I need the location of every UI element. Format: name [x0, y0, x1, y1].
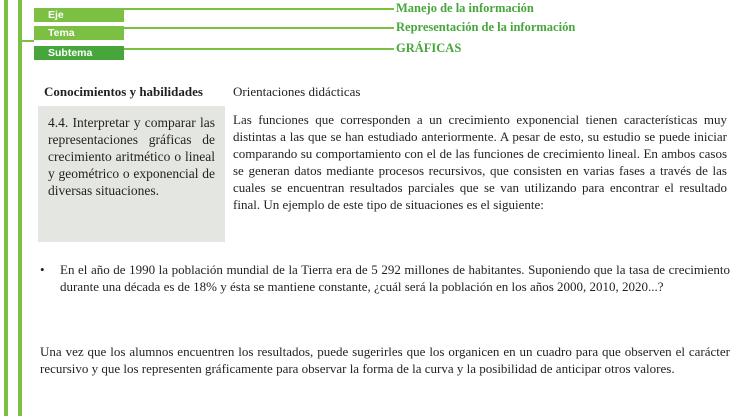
- closing-paragraph: Una vez que los alumnos encuentren los resultados, puede sugerirles que los organicen en un cuadro para que observen el carácter recursivo y que los representen gráficamente para observar la forma de la curva y la posibilidad de anticipar otros valores.: [40, 344, 730, 376]
- frame-line-outer: [4, 0, 8, 416]
- orientation-paragraph: Las funciones que corresponden a un crecimiento exponencial tienen características muy distintas a las que se han estudiado anteriormente. A pesar de esto, su estudio se puede iniciar comparando su comportamiento con el de las funciones de crecimiento lineal. En ambos casos se generan datos mediante procesos recursivos, que consisten en varias fases a través de las cuales se encuentran resultados parciales que se van utilizando para encontrar el resultado final. Un ejemplo de este tipo de situaciones es el siguiente:: [233, 112, 727, 212]
- skill-box: [38, 106, 225, 242]
- eje-rule: [124, 8, 394, 10]
- subtema-rule: [124, 48, 394, 50]
- bullet-symbol: •: [40, 262, 45, 277]
- orientations-heading: Orientaciones didácticas: [233, 84, 361, 99]
- skill-text: 4.4. Interpretar y comparar las representaciones gráficas de crecimiento aritmético o lineal y geométrico o exponencial de diversas situaciones.: [48, 115, 215, 198]
- skills-heading: Conocimientos y habilidades: [44, 84, 203, 99]
- eje-tag: Eje: [34, 8, 124, 22]
- subtema-tag: Subtema: [34, 46, 124, 60]
- subtema-value: GRÁFICAS: [396, 41, 462, 55]
- bullet-item: [40, 261, 730, 295]
- frame-connector: [18, 40, 34, 42]
- tema-value: Representación de la información: [396, 20, 576, 34]
- frame-line-inner: [18, 0, 22, 416]
- tema-rule: [124, 27, 394, 29]
- tema-tag: Tema: [34, 26, 124, 40]
- eje-value: Manejo de la información: [396, 1, 534, 15]
- bullet-text: En el año de 1990 la población mundial de la Tierra era de 5 292 millones de habitantes. Suponiendo que la tasa de crecimiento durante una década es de 18% y ésta se mantiene constante, ¿cuál será la población en los años 2000, 2010, 2020...?: [60, 262, 730, 294]
